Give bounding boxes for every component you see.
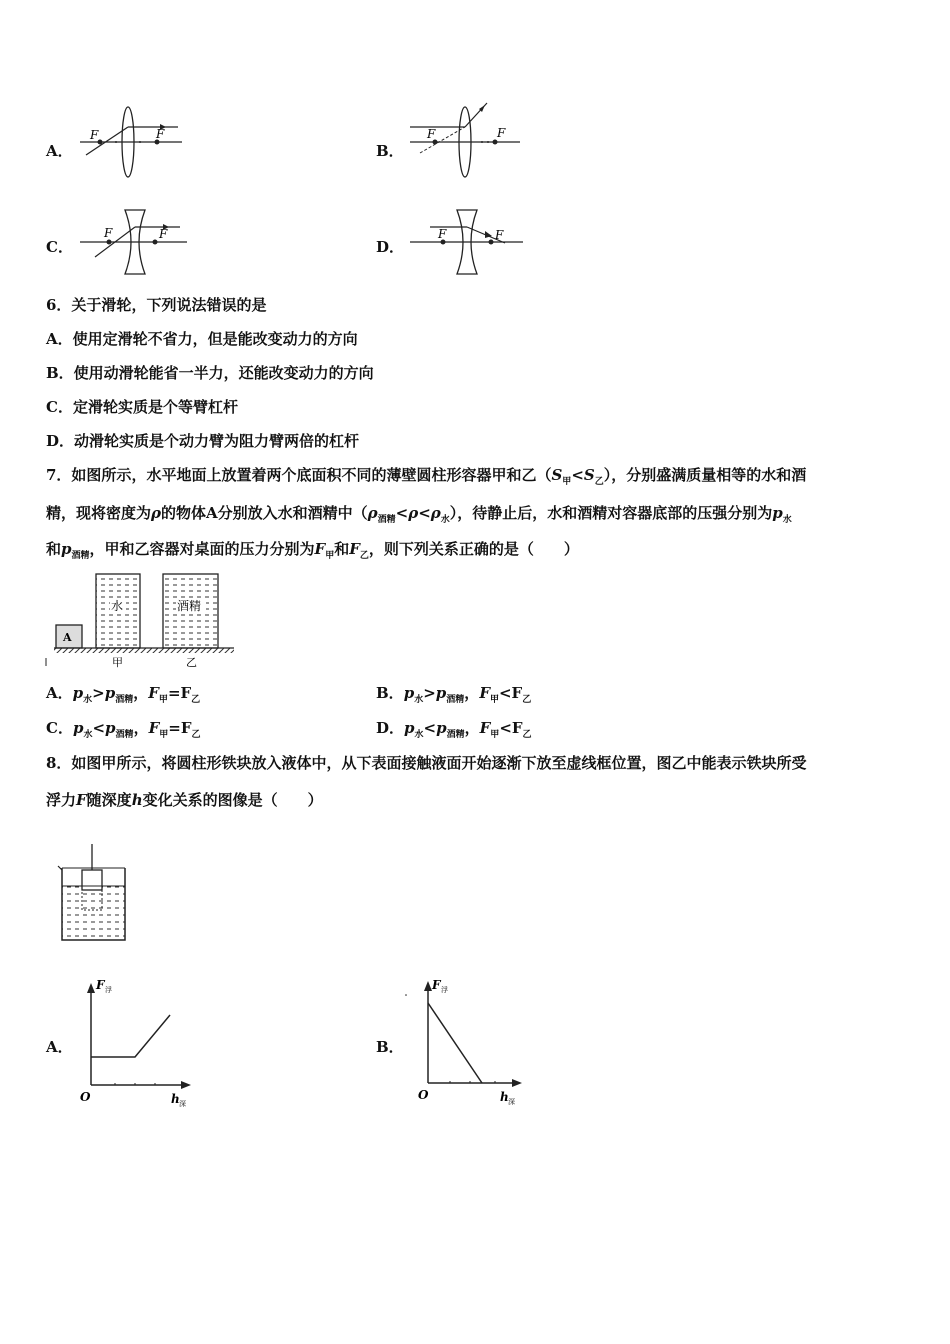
q8-option-a-label: A． <box>46 1038 73 1056</box>
q8-beaker-figure <box>50 842 135 947</box>
q8-iron-block <box>82 870 102 890</box>
q6-option-d: D．动滑轮实质是个动力臂为阻力臂两倍的杠杆 <box>46 432 360 450</box>
q8-graph-a <box>75 975 195 1115</box>
q7-jia-label: 甲 <box>112 656 123 669</box>
q8-graph-b <box>400 975 525 1115</box>
q5-c-focus-left: F <box>104 226 113 240</box>
q7-stem-line-1: 7．如图所示，水平地面上放置着两个底面积不同的薄壁圆柱形容器甲和乙$(S_甲<S_乙)$，分别盛满质量相等的水和酒 <box>46 466 807 487</box>
q5-b-focus-left: F <box>427 127 436 141</box>
q8-graph-b-curve <box>428 1003 482 1083</box>
q5-option-d-label: D． <box>376 238 405 256</box>
q8-graph-a-curve <box>91 1015 170 1057</box>
q8-graph-b-origin: O <box>418 1088 429 1102</box>
q8-stem-line-2: 浮力F随深度h变化关系的图像是（ ） <box>46 791 323 809</box>
q7-option-c: C．$p_水<p_{酒精}$，$F_甲=F_乙$ <box>46 719 201 740</box>
q6-option-a: A．使用定滑轮不省力，但是能改变动力的方向 <box>46 330 358 348</box>
q5-a-focus-left: F <box>90 128 99 142</box>
q5-option-c-label: C． <box>46 238 73 256</box>
q8-graph-b-xsub: 深 <box>508 1098 515 1106</box>
q6-option-c: C．定滑轮实质是个等臂杠杆 <box>46 398 238 416</box>
q5-d-focus-left: F <box>438 227 447 241</box>
q7-option-a: A．$p_水>p_{酒精}$，$F_甲=F_乙$ <box>46 684 201 705</box>
q8-graph-b-xlabel: h <box>500 1090 509 1104</box>
q7-alcohol-label: 酒精 <box>177 599 202 613</box>
q7-option-d: D．$p_水<p_{酒精}$，$F_甲<F_乙$ <box>376 719 532 740</box>
q6-option-b: B．使用动滑轮能省一半力，还能改变动力的方向 <box>46 364 374 382</box>
q5-d-focus-right: F <box>495 228 504 242</box>
q6-stem: 6．关于滑轮，下列说法错误的是 <box>46 296 267 314</box>
q7-water-label: 水 <box>111 599 124 613</box>
q5-a-focus-right: F <box>156 127 165 141</box>
q8-graph-a-ysub: 浮 <box>105 986 112 994</box>
q7-yi-label: 乙 <box>186 656 197 669</box>
q7-option-b: B．$p_水>p_{酒精}$，$F_甲<F_乙$ <box>376 684 532 705</box>
q7-containers-figure <box>44 570 239 670</box>
q8-graph-a-origin: O <box>80 1090 91 1104</box>
q8-option-b-label: B． <box>376 1038 404 1056</box>
q8-graph-b-ylabel: F <box>432 978 441 992</box>
q8-graph-a-xsub: 深 <box>179 1100 186 1108</box>
q8-graph-b-ysub: 浮 <box>441 986 448 994</box>
q7-stem-line-3: 和$p_{酒精}$，甲和乙容器对桌面的压力分别为$F_甲$和$F_乙$，则下列关系正确的是（ ） <box>46 540 579 561</box>
q8-graph-a-xlabel: h <box>171 1092 180 1106</box>
q5-b-focus-right: F <box>497 126 506 140</box>
q8-graph-a-ylabel: F <box>96 978 105 992</box>
q5-diagram-c-concave-lens <box>75 205 195 280</box>
q7-block-a-label: A <box>63 631 72 644</box>
q5-diagram-d-concave-lens <box>405 205 530 280</box>
q8-stem-line-1: 8．如图甲所示，将圆柱形铁块放入液体中，从下表面接触液面开始逐渐下放至虚线框位置，图乙中能表示铁块所受 <box>46 754 807 772</box>
q5-option-a-label: A． <box>46 142 73 160</box>
q5-diagram-a-convex-lens <box>70 95 200 185</box>
q5-option-b-label: B． <box>376 142 404 160</box>
q5-diagram-b-convex-lens <box>405 95 535 185</box>
q5-c-focus-right: F <box>159 227 168 241</box>
q7-stem-line-2: 精，现将密度为ρ的物体A分别放入水和酒精中$(\rho_{酒精}<\rho<\rho_水)$，待静止后，水和酒精对容器底部的压强分别为$p_水$ <box>46 504 792 525</box>
